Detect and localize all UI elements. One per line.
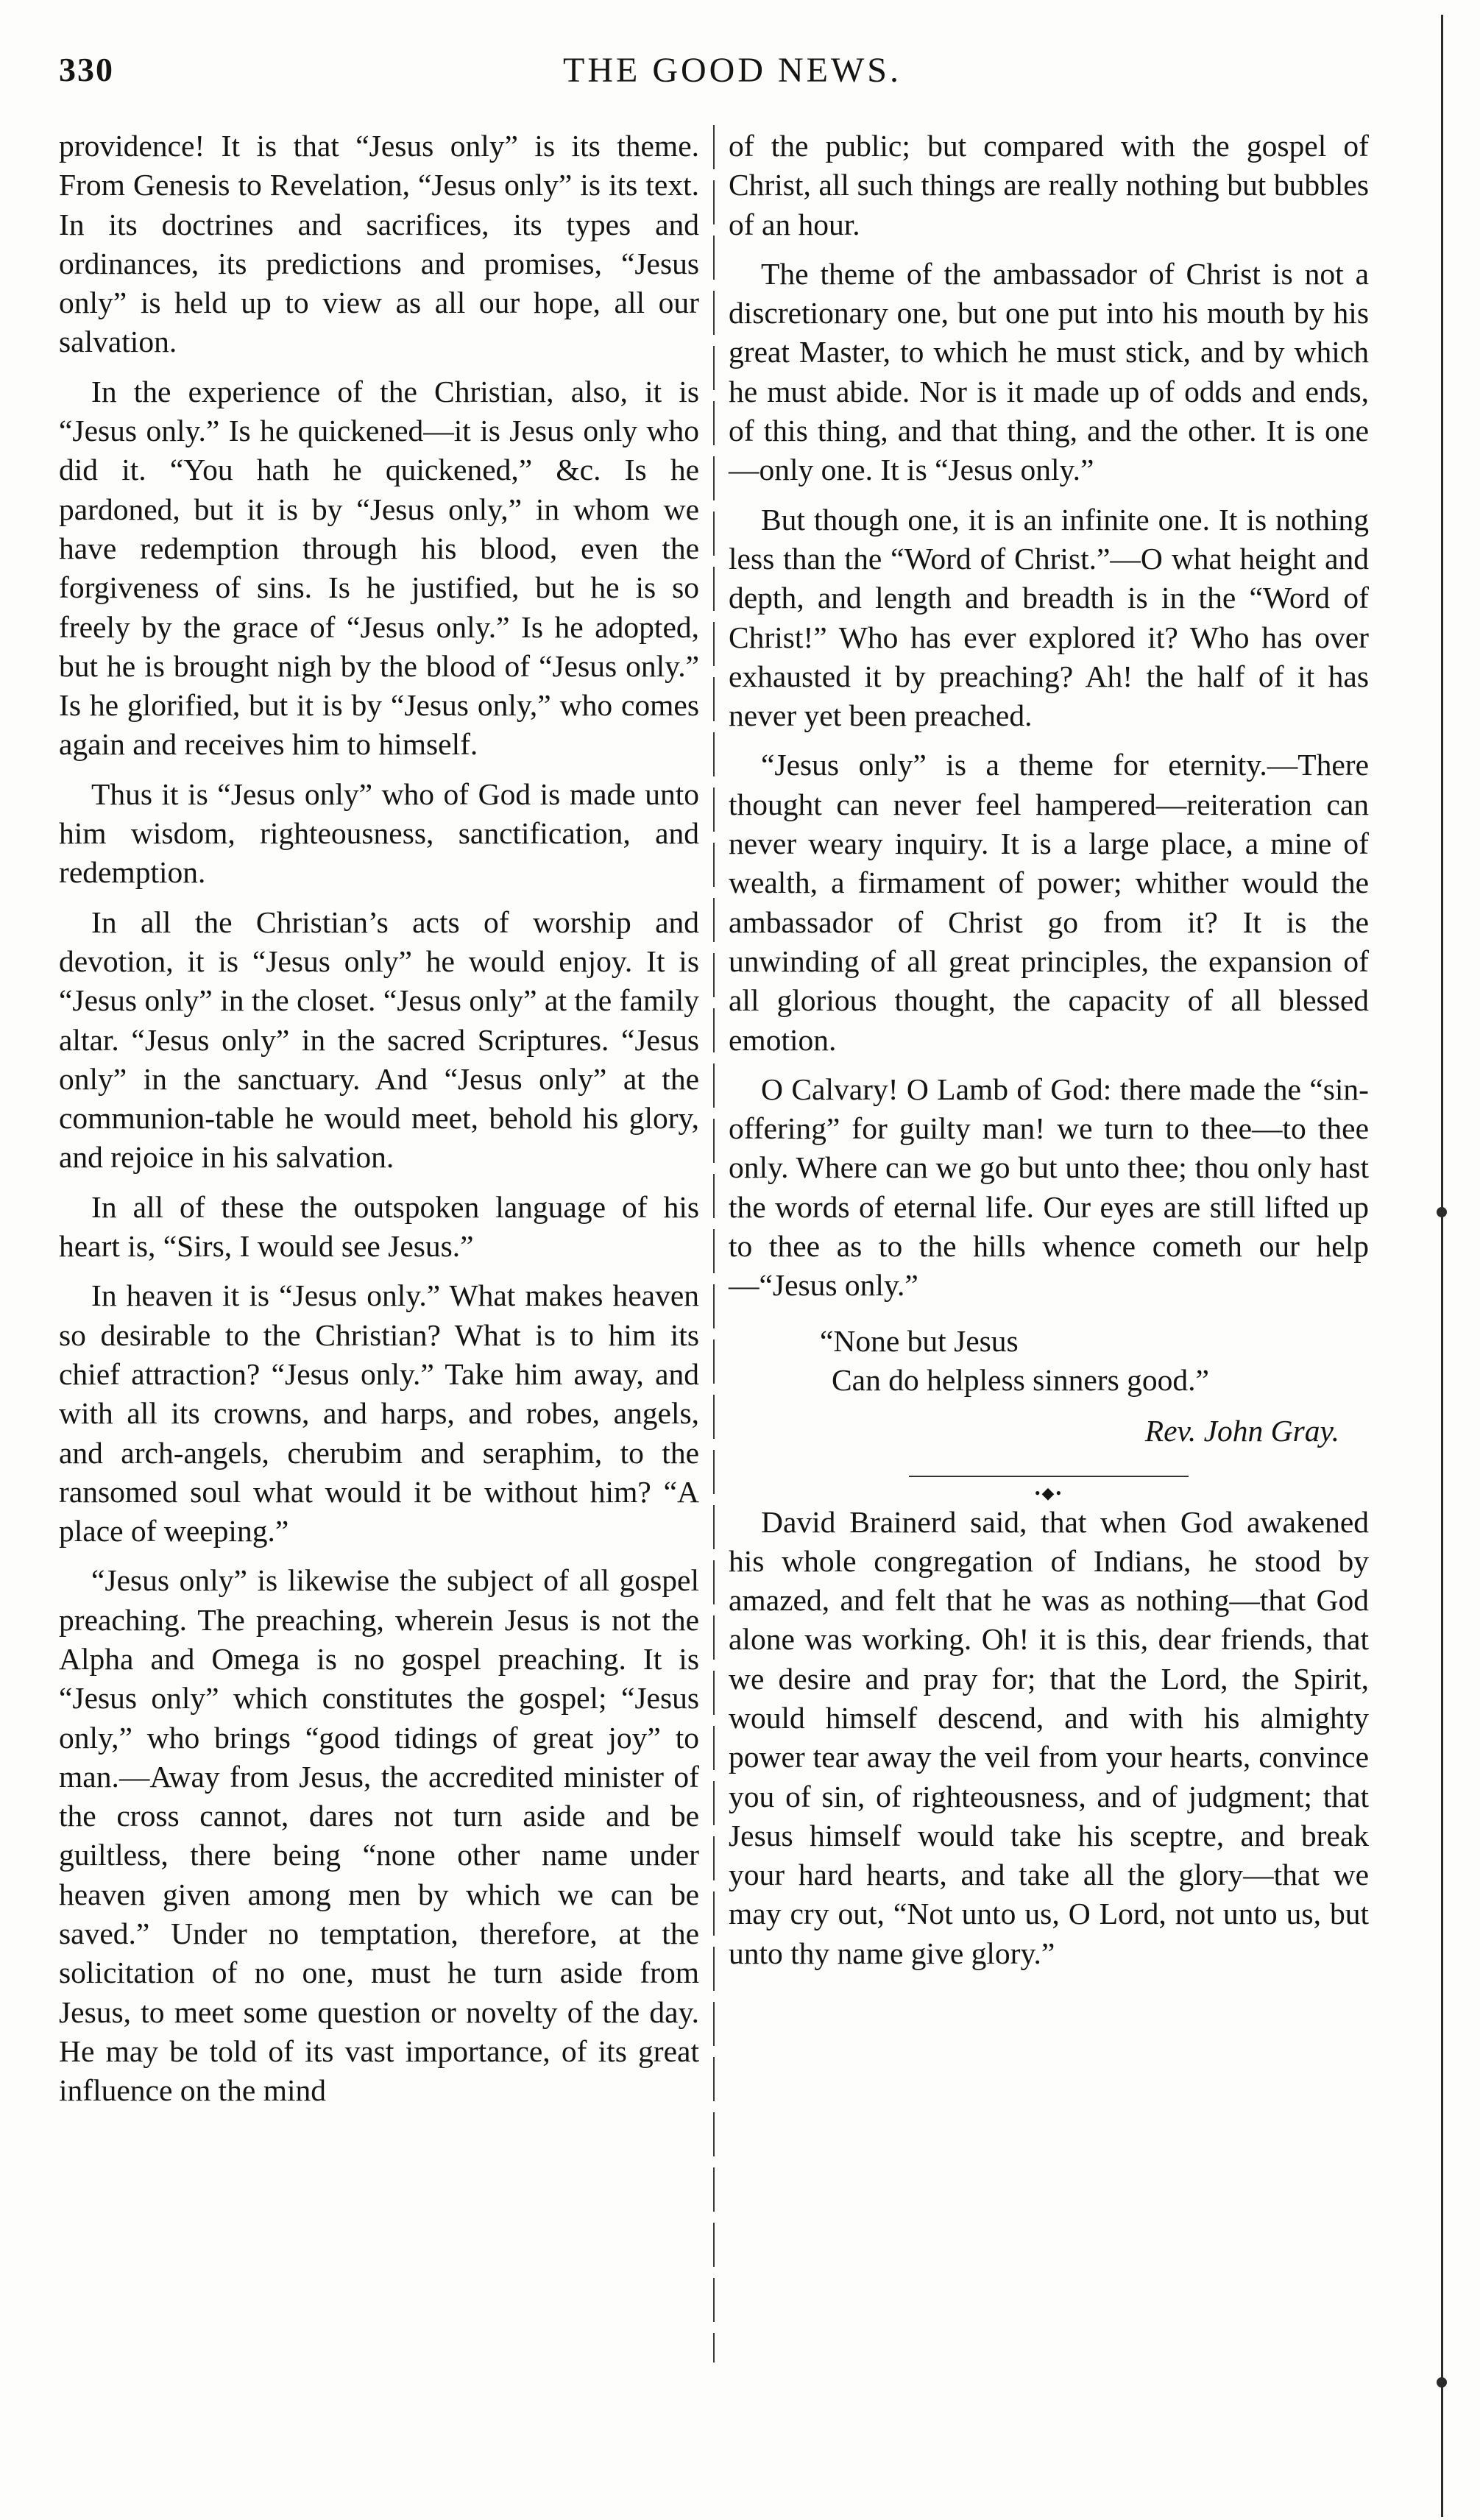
- page-number: 330: [59, 51, 114, 88]
- left-paragraph-2: In the experience of the Christian, also, it is “Jesus only.” Is he quickened—it is Jesus only who did it. “You hath he quickened,” &c. Is he pardoned, but it is by “Jesus only,” in whom we have redemption through his blood, even the forgiveness of sins. Is he justified, but he is so freely by the grace of “Jesus only.” Is he adopted, but he is brought nigh by the blood of “Jesus only.” Is he glorified, but it is by “Jesus only,” who comes again and receives him to himself.: [59, 374, 699, 762]
- edge-mark-dot: [1437, 1207, 1447, 1217]
- left-paragraph-7: “Jesus only” is likewise the subject of all gospel preaching. The preaching, wherein Jesus is not the Alpha and Omega is no gospel preaching. It is “Jesus only” which constitutes the gospel; “Jesus only,” who brings “good tidings of great joy” to man.—Away from Jesus, the accredited minister of the cross cannot, dares not turn aside and be guiltless, there being “none other name under heaven given among men by which we can be saved.” Under no temptation, therefore, at the solicitation of no one, must he turn aside from Jesus, to meet some question or novelty of the day. He may be told of its vast importance, of its great influence on the mind: [59, 1563, 699, 2108]
- section-separator: [909, 1469, 1189, 1502]
- left-paragraph-4: In all the Christian’s acts of worship and devotion, it is “Jesus only” he would enjoy. It is “Jesus only” in the closet. “Jesus only” at the family altar. “Jesus only” in the sacred Scriptures. “Jesus only” in the sanctuary. And “Jesus only” at the communion-table he would meet, behold his glory, and rejoice in his salvation.: [59, 905, 699, 1175]
- page-edge-rule: [1441, 15, 1443, 2517]
- verse-line-1: “None but Jesus: [820, 1323, 1019, 1358]
- right-paragraph-4: “Jesus only” is a theme for eternity.—There thought can never feel hampered—reiteration can never weary inquiry. It is a large place, a mine of wealth, a firmament of power; whither would the ambassador of Christ go from it? It is the unwinding of all great principles, the expansion of all glorious thought, the capacity of all blessed emotion.: [729, 748, 1369, 1057]
- separator-ornament-icon: •◆•: [1030, 1484, 1067, 1502]
- left-paragraph-1: providence! It is that “Jesus only” is its theme. From Genesis to Revelation, “Jesus only” is its text. In its doctrines and sacrifices, its types and ordinances, its predictions and promises, “Jesus only” is held up to view as all our hope, all our salvation.: [59, 129, 699, 359]
- left-paragraph-3: Thus it is “Jesus only” who of God is made unto him wisdom, righteousness, sanctification, and redemption.: [59, 776, 699, 890]
- left-paragraph-6: In heaven it is “Jesus only.” What makes heaven so desirable to the Christian? What is to him its chief attraction? “Jesus only.” Take him away, and with all its crowns, and harps, and robes, angels, and arch-angels, cherubim and seraphim, to the ransomed soul what would it be without him? “A place of weeping.”: [59, 1278, 699, 1549]
- left-paragraph-5: In all of these the outspoken language of his heart is, “Sirs, I would see Jesus.”: [59, 1189, 699, 1264]
- verse-line-2: Can do helpless sinners good.”: [832, 1362, 1209, 1397]
- right-paragraph-brainerd: David Brainerd said, that when God awakened his whole congregation of Indians, he stood by amazed, and felt that he was as nothing—that God alone was working. Oh! it is this, dear friends, that we desire and pray for; that the Lord, the Spirit, would himself descend, and with his almighty power tear away the veil from your hearts, convince you of sin, of righteousness, and of judgment; that Jesus himself would take his sceptre, and break your hard hearts, and take all the glory—that we may cry out, “Not unto us, O Lord, not unto us, but unto thy name give glory.”: [729, 1504, 1369, 1970]
- right-paragraph-3: But though one, it is an infinite one. It is nothing less than the “Word of Christ.”—O what height and depth, and length and breadth is in the “Word of Christ!” Who has ever explored it? Who has over exhausted it by preaching? Ah! the half of it has never yet been preached.: [729, 502, 1369, 733]
- right-paragraph-1: of the public; but compared with the gospel of Christ, all such things are really nothing but bubbles of an hour.: [729, 129, 1369, 241]
- left-column: [59, 127, 699, 2121]
- edge-mark-dot: [1437, 2377, 1447, 2388]
- right-column: [729, 127, 1369, 1983]
- verse-quotation: [729, 1322, 1369, 1401]
- page-header: [59, 50, 1406, 102]
- right-paragraph-5: O Calvary! O Lamb of God: there made the “sin-offering” for guilty man! we turn to thee—to thee only. Where can we go but unto thee; thou only hast the words of eternal life. Our eyes are still lifted up to thee as to the hills whence cometh our help—“Jesus only.”: [729, 1072, 1369, 1303]
- author-signature: Rev. John Gray.: [1144, 1414, 1339, 1448]
- right-paragraph-2: The theme of the ambassador of Christ is not a discretionary one, but one put into his mouth by his great Master, to which he must stick, and by which he must abide. Nor is it made up of odds and ends, of this thing, and that thing, and the other. It is one—only one. It is “Jesus only.”: [729, 256, 1369, 487]
- column-divider: [713, 125, 715, 2362]
- running-title: THE GOOD NEWS.: [563, 51, 902, 90]
